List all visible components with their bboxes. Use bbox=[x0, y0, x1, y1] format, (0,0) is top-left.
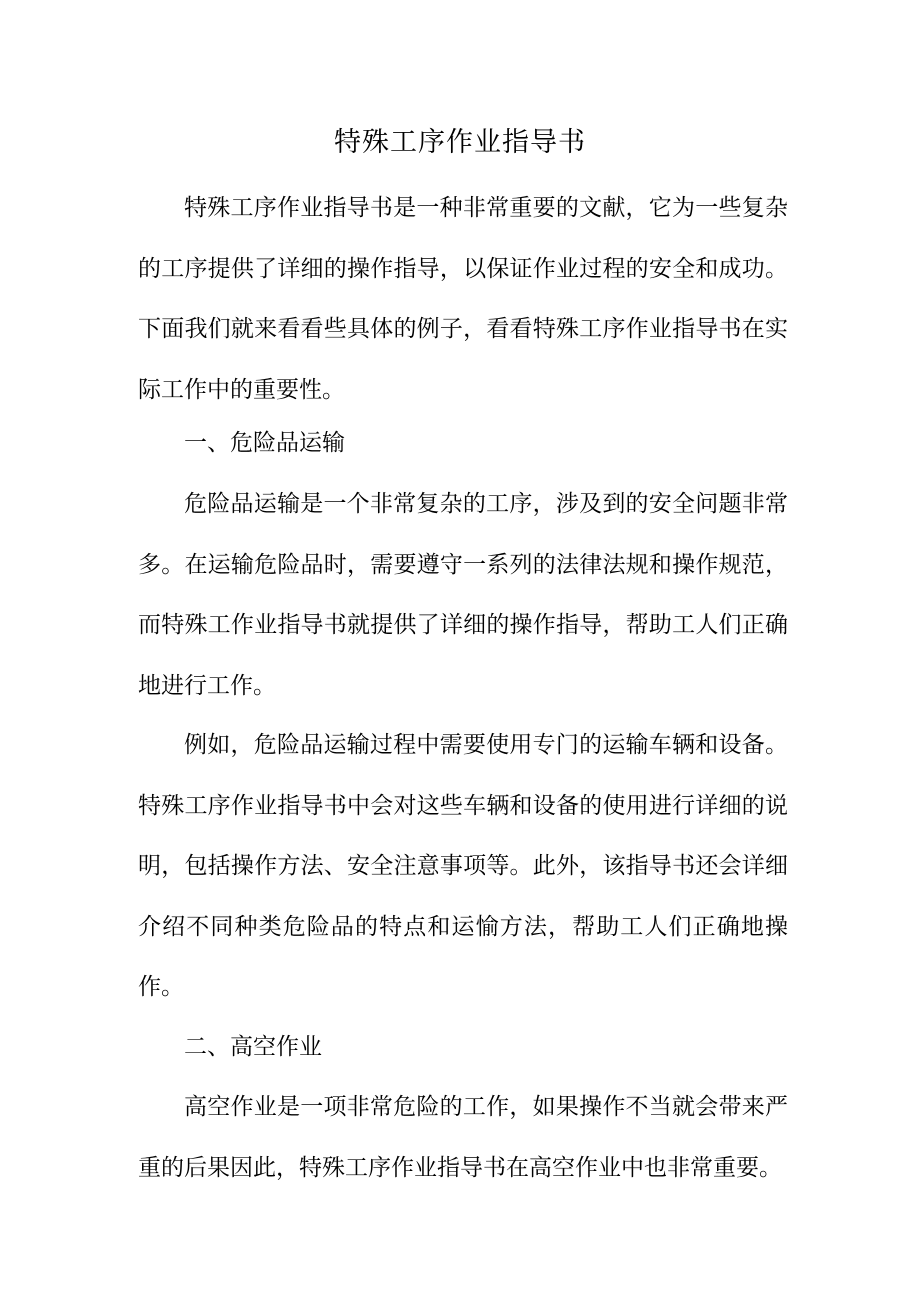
intro-paragraph: 特殊工序作业指导书是一种非常重要的文献，它为一些复杂的工序提供了详细的操作指导，以保证作业过程的安全和成功。下面我们就来看看些具体的例子，看看特殊工序作业指导书在实际工作中的重要性。 bbox=[138, 195, 788, 403]
high-altitude-work-paragraph: 高空作业是一项非常危险的工作，如果操作不当就会带来严重的后果因此，特殊工序作业指导书在高空作业中也非常重要。 bbox=[138, 1094, 788, 1181]
hazardous-transport-paragraph-1: 危险品运输是一个非常复杂的工序，涉及到的安全问题非常多。在运输危险品时，需要遵守一系列的法律法规和操作规范，而特殊工作业指导书就提供了详细的操作指导，帮助工人们正确地进行工作。 bbox=[138, 491, 788, 699]
hazardous-transport-paragraph-2: 例如，危险品运输过程中需要使用专门的运输车辆和设备。特殊工序作业指导书中会对这些车辆和设备的使用进行详细的说明，包括操作方法、安全注意事项等。此外，该指导书还会详细介绍不同种类危险品的特点和运愉方法，帮助工人们正确地操作。 bbox=[138, 732, 788, 1000]
section-heading-hazardous-transport: 一、危险品运输 bbox=[184, 430, 345, 456]
document-title: 特殊工序作业指导书 bbox=[334, 127, 586, 158]
section-heading-high-altitude-work: 二、高空作业 bbox=[184, 1034, 322, 1060]
